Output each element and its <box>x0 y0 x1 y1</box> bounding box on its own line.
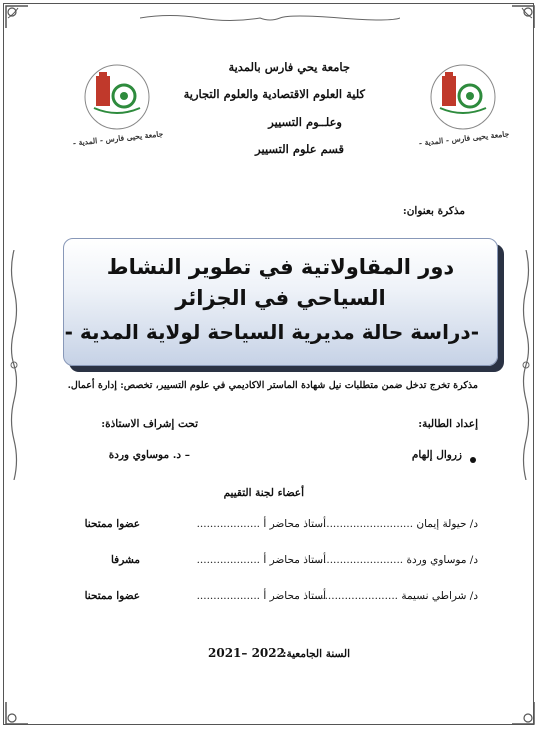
title-line-2: السياحي في الجزائر <box>175 286 386 310</box>
committee-member-3-rank: أستاذ محاضر أ ................... <box>196 590 326 602</box>
corner-ornament-top-left <box>4 4 30 30</box>
committee-member-3-name: د/ شراطي نسيمة .......................... <box>311 590 478 602</box>
committee-member-1-role: عضوا ممتحنا <box>84 518 140 530</box>
left-side-ornament <box>7 250 21 480</box>
corner-ornament-bottom-left <box>4 700 30 726</box>
committee-member-2-role: مشرفا <box>110 554 140 566</box>
university-logo-left <box>82 62 152 132</box>
supervision-label: تحت إشراف الاستاذة: <box>101 418 198 430</box>
top-ornament <box>140 8 400 18</box>
corner-ornament-top-right <box>510 4 536 30</box>
title-line-3: -دراسة حالة مديرية السياحة لولاية المدية - <box>64 320 479 344</box>
committee-member-2-rank: أستاذ محاضر أ ................... <box>196 554 326 566</box>
committee-member-3-role: عضوا ممتحنا <box>84 590 140 602</box>
committee-member-2-name: د/ موساوي وردة ........................... <box>313 554 478 566</box>
section-name: قسم علوم التسيير <box>255 142 344 156</box>
committee-member-1-rank: أستاذ محاضر أ ................... <box>196 518 326 530</box>
faculty-name: كلية العلوم الاقتصادية والعلوم التجارية <box>183 87 365 101</box>
department-name: وعلــوم التسيير <box>268 115 342 129</box>
memo-label: مذكرة بعنوان: <box>402 205 465 217</box>
academic-year-label: السنة الجامعية: <box>282 648 350 660</box>
corner-ornament-bottom-right <box>510 700 536 726</box>
title-box <box>63 238 498 366</box>
supervisor-name: – د. موساوي وردة <box>108 449 190 461</box>
right-side-ornament <box>519 250 533 480</box>
logo-caption-right: جامعة يحيى فارس - المدية - <box>418 129 510 148</box>
logo-caption-left: جامعة يحيى فارس - المدية - <box>72 129 164 148</box>
academic-year-value: 2021– 2022 <box>208 646 285 660</box>
bullet-icon <box>468 450 478 460</box>
university-name: جامعة يحي فارس بالمدية <box>228 60 350 74</box>
thesis-purpose: مذكرة تخرج تدخل ضمن متطلبات نيل شهادة الماستر الاكاديمي في علوم التسيير، تخصص: إدارة أعمال. <box>67 380 478 391</box>
committee-member-1-name: د/ حيولة إيمان ........................... <box>322 518 478 530</box>
committee-title: أعضاء لجنة التقييم <box>223 487 304 499</box>
title-line-1: دور المقاولاتية في تطوير النشاط <box>106 255 455 279</box>
prepared-by-label: إعداد الطالبة: <box>418 418 478 430</box>
university-logo-right <box>428 62 498 132</box>
student-name: زروال إلهام <box>411 449 462 461</box>
